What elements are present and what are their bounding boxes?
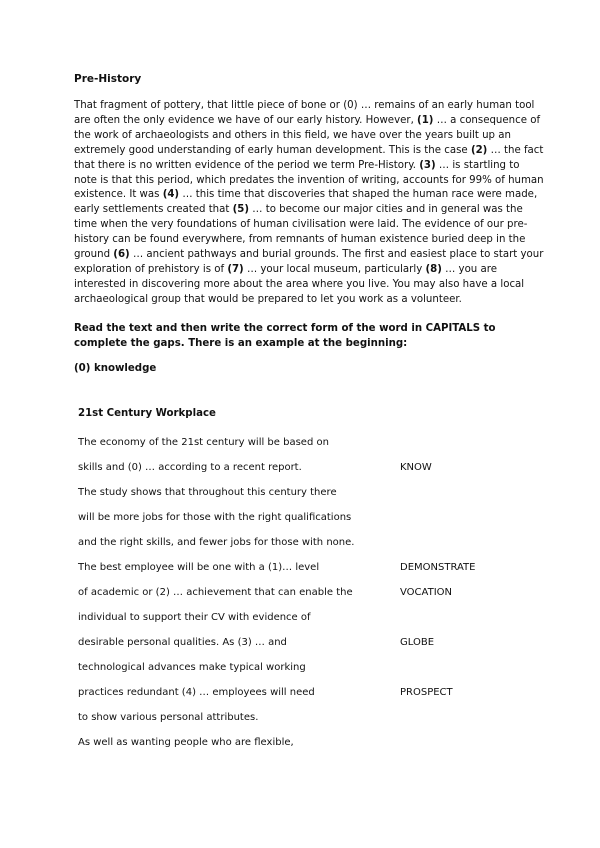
text-line: [78, 536, 518, 550]
instructions: Read the text and then write the correct form of the word in CAPITALS to complete the gaps. There is an example at the beginning:: [74, 323, 496, 349]
line-text: individual to support their CV with evidence of: [78, 612, 311, 623]
gap-number: (5): [232, 204, 250, 216]
text-line: [78, 561, 518, 575]
line-text: The best employee will be one with a (1)… level: [78, 562, 320, 573]
text-line: [78, 636, 518, 650]
workplace-title: 21st Century Workplace: [78, 408, 216, 419]
example-answer: (0) knowledge: [74, 363, 157, 374]
capital-keyword: DEMONSTRATE: [400, 562, 476, 573]
line-text: skills and (0) … according to a recent report.: [78, 462, 302, 473]
text-line: [78, 611, 518, 625]
text-line: [78, 586, 518, 600]
capital-keyword: PROSPECT: [400, 687, 453, 698]
text-line: [78, 661, 518, 675]
prehistory-paragraph: [74, 99, 544, 308]
gap-number: (6): [113, 249, 130, 261]
line-text: will be more jobs for those with the right qualifications: [78, 512, 352, 523]
gap-number: (7): [227, 263, 244, 275]
capital-keyword: VOCATION: [400, 587, 452, 598]
paragraph-text: … you are interested in discovering more about the area where you live. You may also have a local archaeological group that would be prepared to let you work as a volunteer.: [74, 263, 525, 305]
capital-keyword: GLOBE: [400, 637, 435, 648]
paragraph-text: … this time that discoveries that shaped the human race were made, early settlements created that: [74, 189, 538, 216]
line-text: and the right skills, and fewer jobs for those with none.: [78, 537, 355, 548]
gap-number: (1): [417, 114, 434, 126]
text-line: [78, 736, 518, 750]
paragraph-text: … is startling to note is that this period, which predates the invention of writing, accounts for 99% of human existence. It was: [74, 159, 544, 201]
line-text: desirable personal qualities. As (3) … and: [78, 637, 287, 648]
text-line: [78, 511, 518, 525]
line-text: to show various personal attributes.: [78, 712, 259, 723]
text-line: [78, 436, 518, 450]
line-text: practices redundant (4) … employees will need: [78, 687, 315, 698]
gap-number: (2): [470, 144, 488, 156]
gap-number: (8): [425, 263, 442, 275]
text-line: [78, 711, 518, 725]
text-line: [78, 486, 518, 500]
line-text: The economy of the 21st century will be based on: [78, 437, 329, 448]
line-text: The study shows that throughout this century there: [78, 487, 337, 498]
capital-keyword: KNOW: [400, 462, 432, 473]
line-text: As well as wanting people who are flexible,: [78, 737, 294, 748]
paragraph-text: … ancient pathways and burial grounds. The first and easiest place to start your exploration of prehistory is of: [74, 249, 544, 275]
gap-number: (4): [162, 189, 180, 201]
paragraph-text: … to become our major cities and in general was the time when the very foundations of human civilisation were laid. The evidence of our pre-history can be found everywhere, from remnants of human existence buried deep in the ground: [74, 204, 528, 261]
line-text: technological advances make typical working: [78, 662, 306, 673]
paragraph-text: … a consequence of the work of archaeologists and others in this field, we have over the years built up an extremely good understanding of early human development. This is the case: [74, 114, 541, 156]
text-line: [78, 686, 518, 700]
paragraph-text: That fragment of pottery, that little piece of bone or (0) … remains of an early human tool are often the only evidence we have of our early history. However,: [74, 100, 535, 126]
prehistory-title: Pre-History: [74, 73, 142, 85]
gap-number: (3): [419, 159, 436, 171]
paragraph-text: … the fact that there is no written evidence of the period we term Pre-History.: [74, 144, 544, 171]
paragraph-text: … your local museum, particularly: [243, 263, 426, 275]
text-line: [78, 461, 518, 475]
line-text: of academic or (2) … achievement that can enable the: [78, 587, 353, 598]
